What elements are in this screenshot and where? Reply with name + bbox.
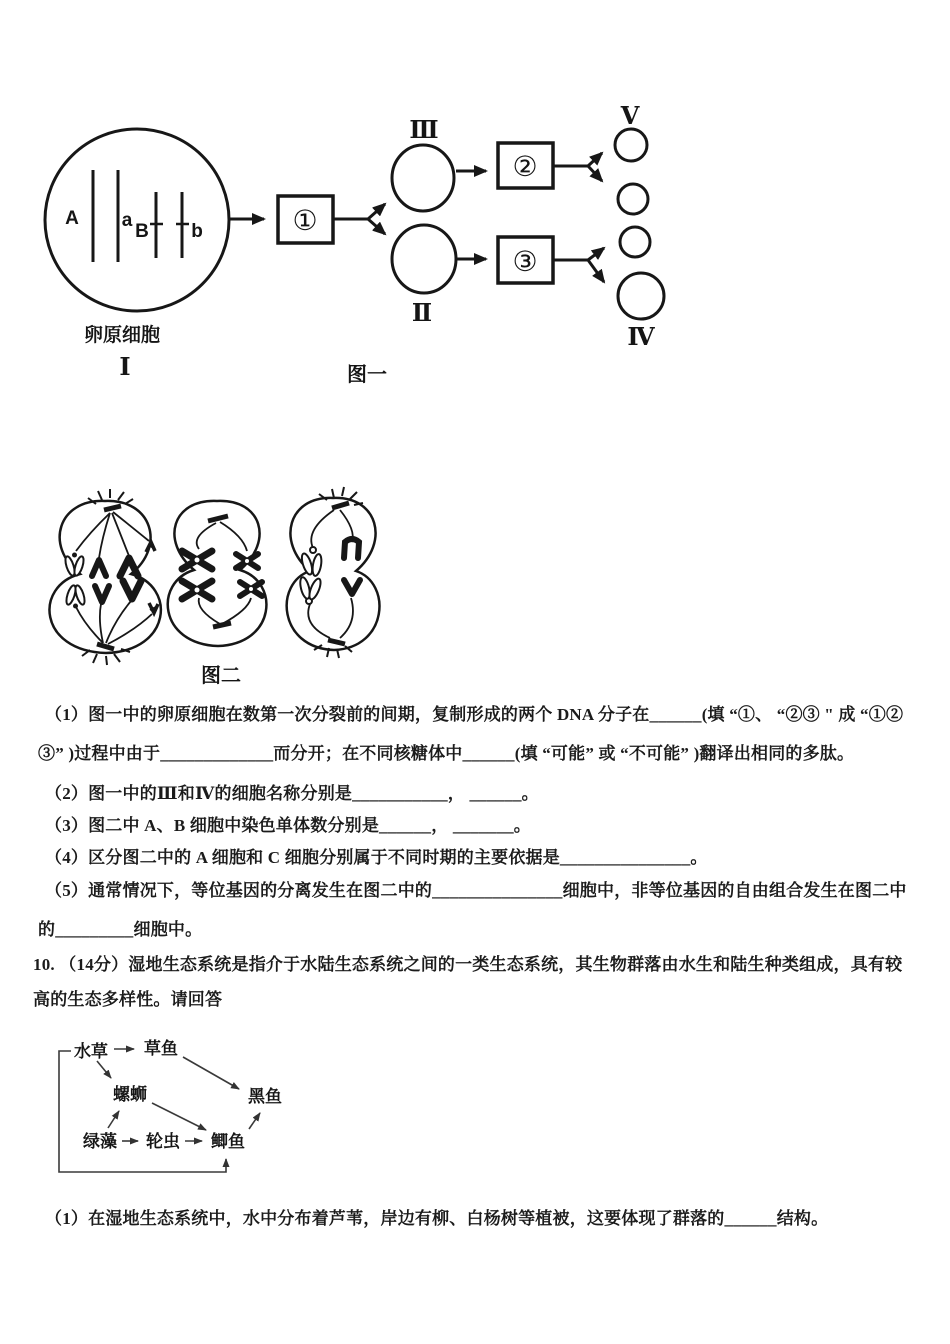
polar-body-circle-1: [618, 184, 648, 214]
figure2-caption: 图二: [201, 665, 241, 687]
chromosome-b-label: b: [191, 221, 203, 242]
arrow-caoyu-to-heiyu: [183, 1057, 239, 1089]
foodweb-node-jiyu: 鲫鱼: [211, 1132, 245, 1151]
branch-arrow-to-polar1: [588, 166, 602, 181]
arrow-luosi-to-jiyu: [152, 1103, 206, 1130]
arrow-jiyu-to-heiyu: [249, 1113, 260, 1129]
label-roman-V: Ⅴ: [620, 104, 640, 130]
process-box-3-label: ③: [512, 245, 538, 278]
process-box-2-label: ②: [512, 150, 538, 183]
foodweb-diagram: [0, 0, 400, 1200]
question-line-5: （4）区分图二中的 A 细胞和 C 细胞分别属于不同时期的主要依据是_______________。: [45, 848, 708, 867]
question-line-1: （1）图一中的卵原细胞在数第一次分裂前的间期，复制形成的两个 DNA 分子在______(填 “①、 “②③ " 成 “①②: [45, 705, 904, 724]
cell-IV-circle: [618, 273, 664, 319]
question-line-10: （1）在湿地生态系统中，水中分布着芦苇，岸边有柳、白杨树等植被，这要体现了群落的______结构。: [45, 1209, 829, 1228]
cell-V-circle: [615, 129, 647, 161]
chromosome-a-label: a: [121, 210, 133, 231]
figure1-caption: 图一: [347, 364, 387, 386]
question-line-3: （2）图一中的Ⅲ和Ⅳ的细胞名称分别是___________， ______。: [45, 784, 539, 803]
arrow-shuicao-to-luosi: [97, 1061, 111, 1078]
question-line-9: 高的生态多样性。请回答: [33, 990, 223, 1009]
foodweb-node-caoyu: 草鱼: [144, 1039, 178, 1058]
process-box-1-label: ①: [292, 204, 318, 237]
label-roman-III: Ⅲ: [409, 118, 439, 144]
foodweb-node-heiyu: 黑鱼: [248, 1087, 282, 1106]
question-line-6: （5）通常情况下，等位基因的分离发生在图二中的_______________细胞中，非等位基因的自由组合发生在图二中: [45, 881, 907, 900]
foodweb-node-shuicao: 水草: [74, 1042, 108, 1061]
branch-arrow-to-V: [588, 153, 602, 166]
polar-body-circle-2: [620, 227, 650, 257]
chromosome-B-label: B: [135, 221, 149, 242]
question-line-2: ③” )过程中由于_____________而分开；在不同核糖体中______(填 “可能” 或 “不可能” )翻译出相同的多肽。: [38, 744, 855, 763]
branch-arrow-to-IV: [588, 260, 604, 282]
branch-arrow-to-polar2: [588, 248, 604, 260]
foodweb-node-lvzao: 绿藻: [83, 1132, 117, 1151]
foodweb-node-lunchong: 轮虫: [146, 1132, 180, 1151]
label-roman-I: Ⅰ: [119, 355, 131, 381]
arrow-shuicao-to-jiyu-bypass: [59, 1051, 226, 1172]
label-roman-II: Ⅱ: [411, 301, 433, 327]
chromosome-A-label: A: [65, 208, 79, 229]
arrow-lvzao-to-luosi: [108, 1111, 119, 1128]
oogonium-name-label: 卵原细胞: [83, 325, 161, 346]
question-line-4: （3）图二中 A、B 细胞中染色单体数分别是______， _______。: [45, 816, 531, 835]
question-line-7: 的_________细胞中。: [38, 920, 203, 939]
foodweb-node-luosi: 螺蛳: [113, 1085, 147, 1104]
label-roman-IV: Ⅳ: [627, 325, 655, 351]
question-line-8: 10. （14分）湿地生态系统是指介于水陆生态系统之间的一类生态系统，其生物群落由水生和陆生种类组成，具有较: [33, 955, 903, 974]
